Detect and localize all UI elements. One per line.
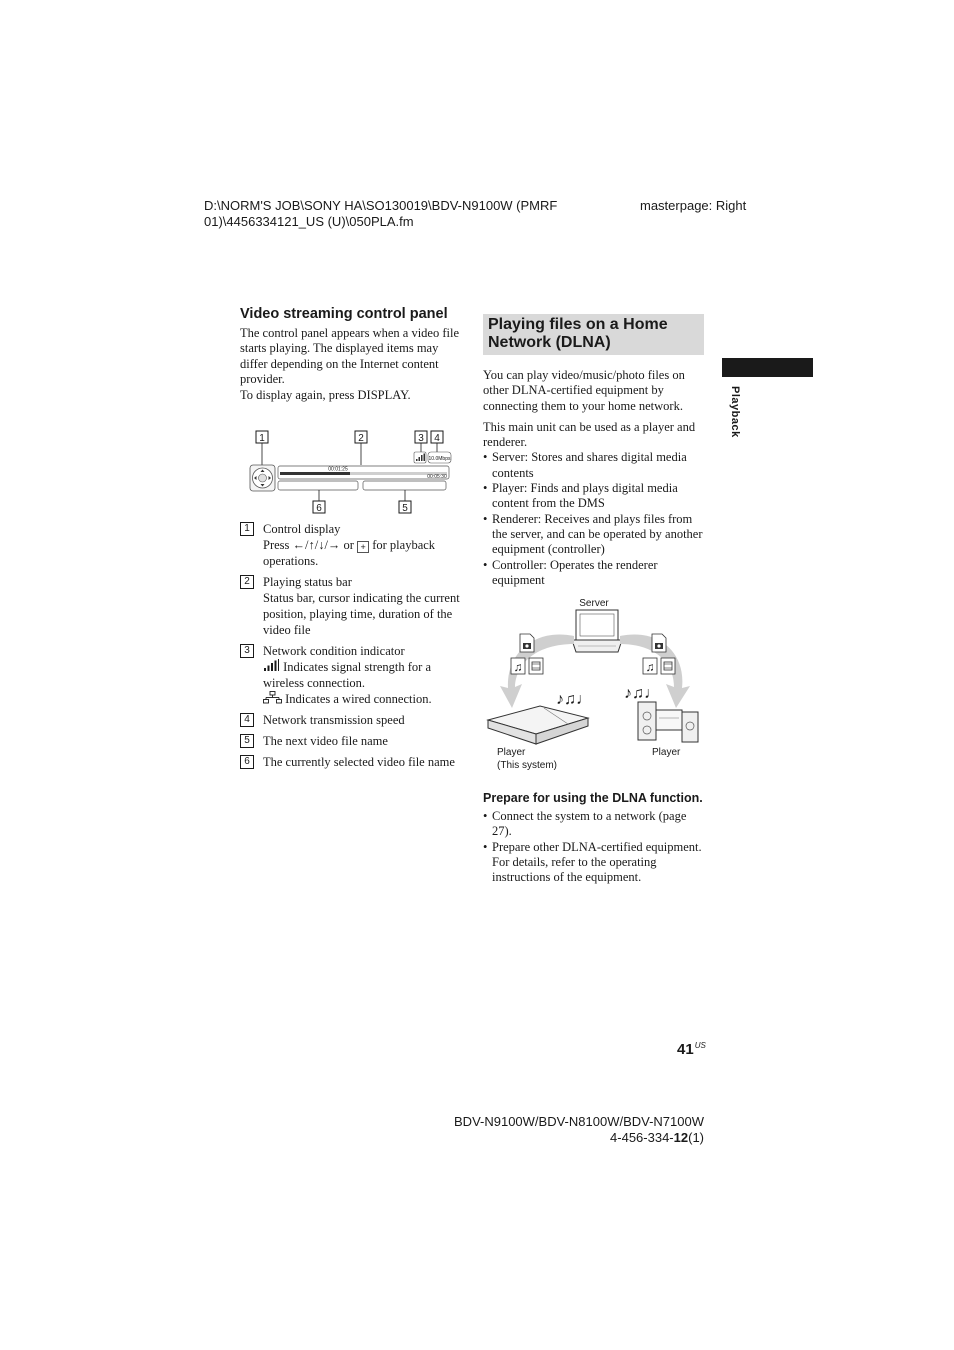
svg-text:♫: ♫ (513, 660, 523, 674)
callout-item (240, 733, 464, 749)
dlna-intro: You can play video/music/photo files on other DLNA-certified equipment by connecting them to your home network. (483, 368, 685, 413)
dlna-heading-band (483, 314, 704, 355)
playing-status-bar (278, 466, 449, 480)
left-column (240, 306, 462, 403)
prepare-heading: Prepare for using the DLNA function. (483, 791, 703, 805)
callout-number: 4 (240, 713, 254, 727)
callout-number: 2 (240, 575, 254, 589)
svg-text:5: 5 (402, 503, 408, 514)
svg-text:♫: ♫ (645, 660, 655, 674)
list-item: • Renderer: Receives and plays files from the server, and can be operated by another equipment (controller) (483, 512, 705, 558)
control-panel-intro: The control panel appears when a video file starts playing. The displayed items may differ depending on the Internet content provider. (240, 326, 460, 386)
footer (420, 1114, 704, 1146)
dlna-heading: Playing files on a Home Network (DLNA) (488, 316, 668, 351)
callout-detail: Press ←/↑/↓/→ or (263, 538, 354, 552)
section-tab-label: Playback (729, 386, 741, 438)
wired-network-icon (263, 691, 282, 704)
callout-number: 1 (240, 522, 254, 536)
footer-code: 4-456-334-12(1) (610, 1130, 704, 1145)
callout-title: Network condition indicator (263, 644, 405, 658)
callout-item (240, 754, 464, 770)
right-column (483, 368, 705, 588)
list-item: • Connect the system to a network (page 27). (483, 809, 705, 840)
photo-file-icon (520, 634, 534, 652)
header-masterpage: masterpage: Right (640, 198, 747, 213)
plus-key-icon: + (357, 541, 369, 553)
callout-item (240, 521, 464, 569)
callout-label-5 (399, 501, 411, 514)
svg-text:4: 4 (434, 433, 440, 444)
current-file-field (278, 481, 358, 490)
list-item: • Prepare other DLNA-certified equipment. For details, refer to the operating instructions of the equipment. (483, 840, 705, 886)
server-label: Server (579, 598, 609, 609)
svg-text:2: 2 (358, 433, 364, 444)
audio-system-icon (638, 702, 698, 742)
callout-detail: for playback operations. (263, 538, 436, 568)
music-notes-icon: ♪♫♩ (624, 685, 660, 702)
callout-title: Network transmission speed (263, 713, 405, 727)
photo-file-icon (652, 634, 666, 652)
bd-player-icon (488, 706, 588, 744)
callout-label-3 (415, 431, 427, 444)
wired-description: Indicates a wired connection. (285, 692, 432, 706)
footer-models: BDV-N9100W/BDV-N8100W/BDV-N7100W (454, 1114, 704, 1129)
video-file-icon (661, 658, 675, 674)
control-panel-figure (247, 428, 455, 518)
callout-label-4 (431, 431, 443, 444)
svg-text:6: 6 (316, 503, 322, 514)
callout-label-6 (313, 501, 325, 514)
music-file-icon (643, 658, 657, 674)
callout-title: The currently selected video file name (263, 755, 455, 769)
dlna-network-diagram (486, 592, 706, 772)
callout-item (240, 712, 464, 728)
dlna-roles-intro: This main unit can be used as a player and renderer. (483, 419, 696, 450)
prepare-list (483, 809, 705, 885)
total-time: 00:05:30 (427, 474, 447, 480)
callout-item (240, 574, 464, 638)
signal-strength-icon (414, 452, 426, 463)
wireless-description: Indicates signal strength for a wireless connection. (263, 660, 431, 690)
music-file-icon (511, 658, 525, 674)
svg-text:3: 3 (418, 433, 424, 444)
callout-list (240, 521, 464, 775)
player-right-label: Player (652, 747, 681, 758)
signal-strength-icon (263, 659, 280, 672)
callout-detail: Status bar, cursor indicating the current position, playing time, duration of the video file (263, 591, 460, 637)
control-display-dpad (250, 465, 275, 491)
callout-title: Control display (263, 522, 341, 536)
list-item: • Player: Finds and plays digital media content from the DMS (483, 481, 705, 512)
svg-text:10.0Mbps: 10.0Mbps (428, 456, 451, 462)
callout-label-1 (256, 431, 268, 444)
section-tab-bar (722, 358, 813, 377)
header-file-path: D:\NORM'S JOB\SONY HA\SO130019\BDV-N9100W (PMRF 01)\4456334121_US (U)\050PLA.fm (204, 198, 558, 229)
list-item: • Server: Stores and shares digital media contents (483, 450, 705, 481)
next-file-field (363, 481, 446, 490)
callout-number: 5 (240, 734, 254, 748)
svg-text:1: 1 (259, 433, 265, 444)
dlna-role-list (483, 450, 705, 588)
current-time: 00:01:25 (328, 466, 348, 473)
callout-title: The next video file name (263, 734, 388, 748)
music-notes-icon: ♪♫♩ (556, 691, 592, 708)
callout-title: Playing status bar (263, 575, 352, 589)
callout-number: 3 (240, 644, 254, 658)
player-left-sublabel: (This system) (497, 760, 557, 771)
player-left-label: Player (497, 747, 526, 758)
prepare-section (483, 790, 705, 885)
page-number: $41^{US}$ (677, 1041, 706, 1058)
list-item: • Controller: Operates the renderer equipment (483, 558, 705, 589)
display-instruction: To display again, press DISPLAY. (240, 388, 411, 403)
callout-label-2 (355, 431, 367, 444)
laptop-icon (572, 610, 622, 652)
callout-number: 6 (240, 755, 254, 769)
video-streaming-heading: Video streaming control panel (240, 306, 448, 322)
speed-badge (428, 452, 451, 463)
callout-item (240, 643, 464, 707)
video-file-icon (529, 658, 543, 674)
